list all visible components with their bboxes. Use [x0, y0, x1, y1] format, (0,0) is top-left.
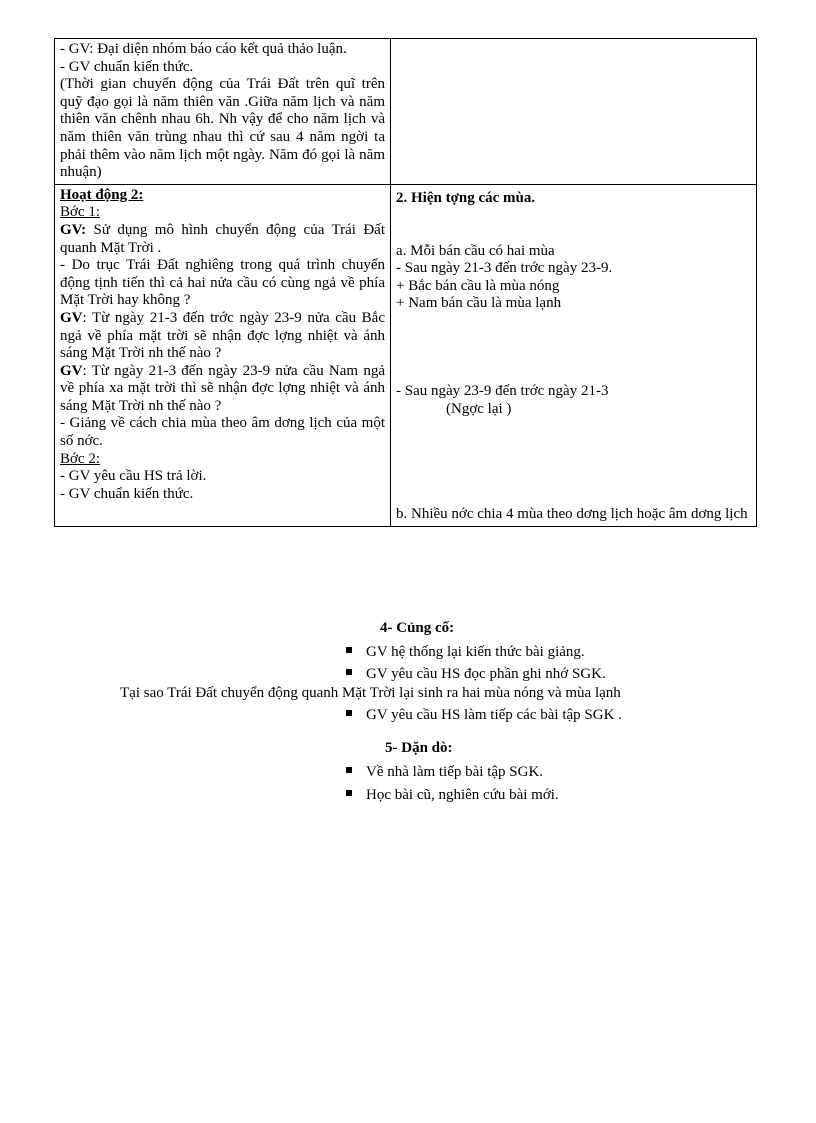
gv-model-line [60, 222, 385, 257]
north-question-text: : Từ ngày 21-3 đến trớc ngày 23-9 nửa cầu Bắc ngả về phía mặt trời sẽ nhận đợc lợng nhiệt và ánh sáng Mặt Trời nh thế nào ? [60, 309, 385, 362]
row1-right-cell [391, 39, 757, 185]
section-title: 2. Hiện tợng các mùa. [396, 189, 536, 206]
gv-label: GV [60, 362, 83, 379]
knowledge-line: - GV chuẩn kiến thức. [60, 58, 194, 75]
seasons-a3: + Nam bán cầu là mùa lạnh [396, 295, 562, 312]
seasons-b: b. Nhiều nớc chia 4 mùa theo dơng lịch hoặc âm dơng lịch [396, 506, 748, 523]
south-question-text: : Từ ngày 21-3 đến ngày 23-9 nửa cầu Nam ngả về phía xa mặt trời thì sẽ nhận đợc lợng nhiệt và ánh sáng Mặt Trời nh thế nào ? [60, 362, 385, 414]
astronomical-year-note: (Thời gian chuyển động của Trái Đất trên quĩ trên quỹ đạo gọi là năm thiên văn .Giữa năm lịch và năm thiên văn chênh nhau 6h. Nh vậy để cho năm lịch và năm thiên văn trùng nhau thì cứ sau 4 năm ngời ta phải thêm vào năm lịch một ngày. Năm đó gọi là năm nhuận) [60, 76, 385, 181]
bullet-icon [346, 767, 352, 773]
bullet-icon [346, 669, 352, 675]
activity-title: Hoạt động 2: [60, 186, 144, 203]
list-item: GV yêu cầu HS làm tiếp các bài tập SGK . [346, 705, 622, 726]
answer-line: - GV yêu cầu HS trả lời. [60, 468, 207, 485]
bullet-icon [346, 647, 352, 653]
consolidation-title: 4- Củng cố: [380, 620, 455, 636]
seasons-a4: - Sau ngày 23-9 đến trớc ngày 21-3 [396, 383, 609, 400]
gv-label: GV: [60, 221, 87, 238]
bullet-icon [346, 710, 352, 716]
homework-title: 5- Dặn dò: [385, 740, 453, 756]
table-row [55, 39, 757, 185]
gv-model-text: Sử dụng mô hình chuyển động của Trái Đất quanh Mặt Trời . [60, 221, 385, 256]
step-2-label: Bớc 2: [60, 450, 101, 467]
seasons-a5: (Ngợc lại ) [446, 400, 512, 417]
axis-question: - Do trục Trái Đất nghiêng trong quá trình chuyển động tịnh tiến thì cả hai nửa cầu có cùng ngả về phía Mặt Trời hay không ? [60, 257, 385, 309]
bullet-icon [346, 790, 352, 796]
seasons-a1: - Sau ngày 21-3 đến trớc ngày 23-9. [396, 260, 613, 277]
north-question [60, 310, 385, 363]
knowledge-line-2: - GV chuẩn kiến thức. [60, 485, 194, 502]
consolidation-question: Tại sao Trái Đất chuyển động quanh Mặt Trời lại sinh ra hai mùa nóng và mùa lạnh [120, 685, 621, 701]
gv-label: GV [60, 309, 83, 326]
seasons-a-title: a. Mỗi bán cầu có hai mùa [396, 242, 555, 259]
row2-right-cell [391, 184, 757, 526]
calendar-line: - Giảng về cách chia mùa theo âm dơng lịch của một số nớc. [60, 415, 385, 450]
south-question [60, 363, 385, 416]
list-item: Học bài cũ, nghiên cứu bài mới. [346, 785, 559, 806]
row1-left-cell [55, 39, 391, 185]
step-1-label: Bớc 1: [60, 204, 101, 221]
list-item: GV yêu cầu HS đọc phần ghi nhớ SGK. [346, 664, 606, 685]
list-item: GV hệ thống lại kiến thức bài giảng. [346, 642, 585, 663]
report-line: - GV: Đại diện nhóm báo cáo kết quả thảo luận. [60, 41, 347, 57]
lesson-table [54, 38, 757, 527]
row2-left-cell [55, 184, 391, 526]
table-row [55, 184, 757, 526]
seasons-a2: + Bắc bán cầu là mùa nóng [396, 277, 560, 294]
list-item: Về nhà làm tiếp bài tập SGK. [346, 762, 543, 783]
